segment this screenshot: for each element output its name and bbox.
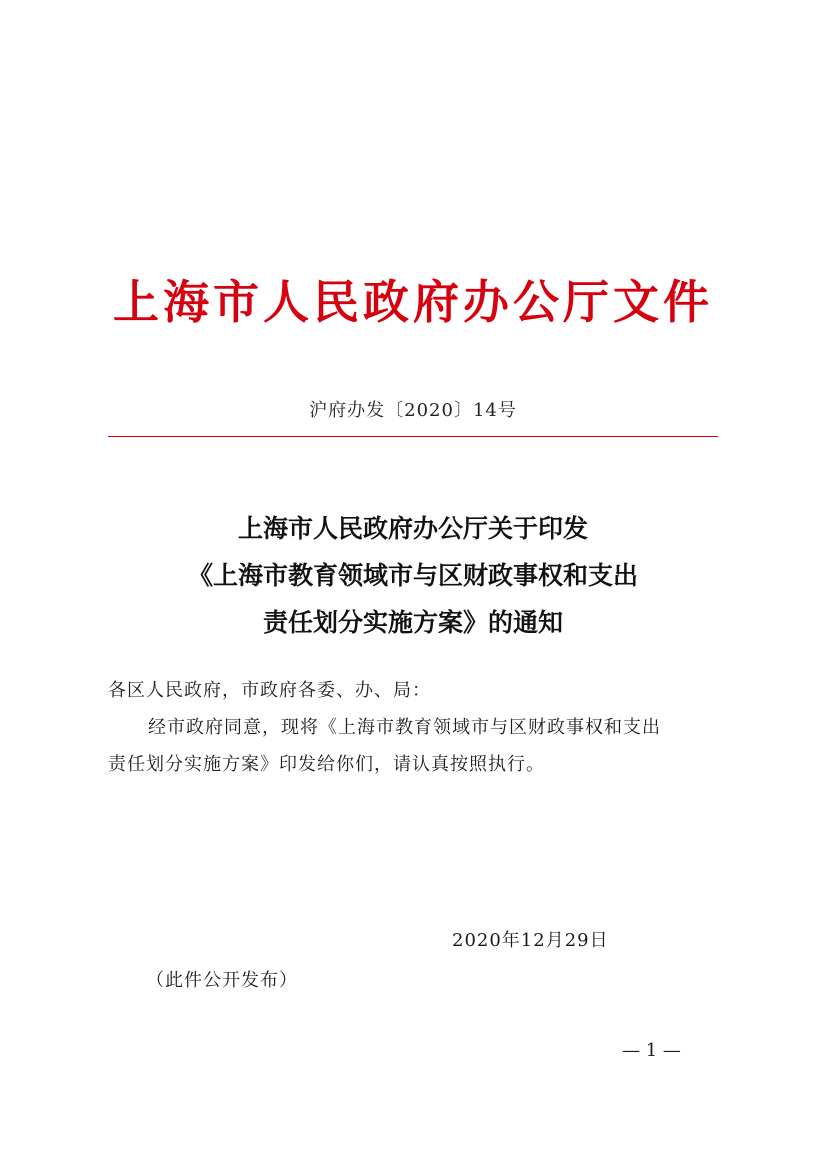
body-paragraph-line-1: 经市政府同意，现将《上海市教育领域市与区财政事权和支出 xyxy=(148,717,661,738)
page-number: — 1 — xyxy=(622,1040,681,1061)
issue-date: 2020年12月29日 xyxy=(452,930,609,951)
addressee: 各区人民政府，市政府各委、办、局： xyxy=(108,680,431,701)
title-line-3: 责任划分实施方案》的通知 xyxy=(262,608,563,637)
issuer-masthead: 上海市人民政府办公厅文件 xyxy=(113,275,713,329)
title-line-2: 《上海市教育领域市与区财政事权和支出 xyxy=(187,561,638,590)
title-line-1: 上海市人民政府办公厅关于印发 xyxy=(237,514,588,543)
publication-note: （此件公开发布） xyxy=(146,970,298,991)
document-body xyxy=(108,672,720,783)
red-separator-line xyxy=(108,436,718,437)
document-title xyxy=(0,505,826,646)
body-paragraph-line-2: 责任划分实施方案》印发给你们，请认真按照执行。 xyxy=(108,754,545,775)
document-number: 沪府办发〔2020〕14号 xyxy=(309,400,517,421)
